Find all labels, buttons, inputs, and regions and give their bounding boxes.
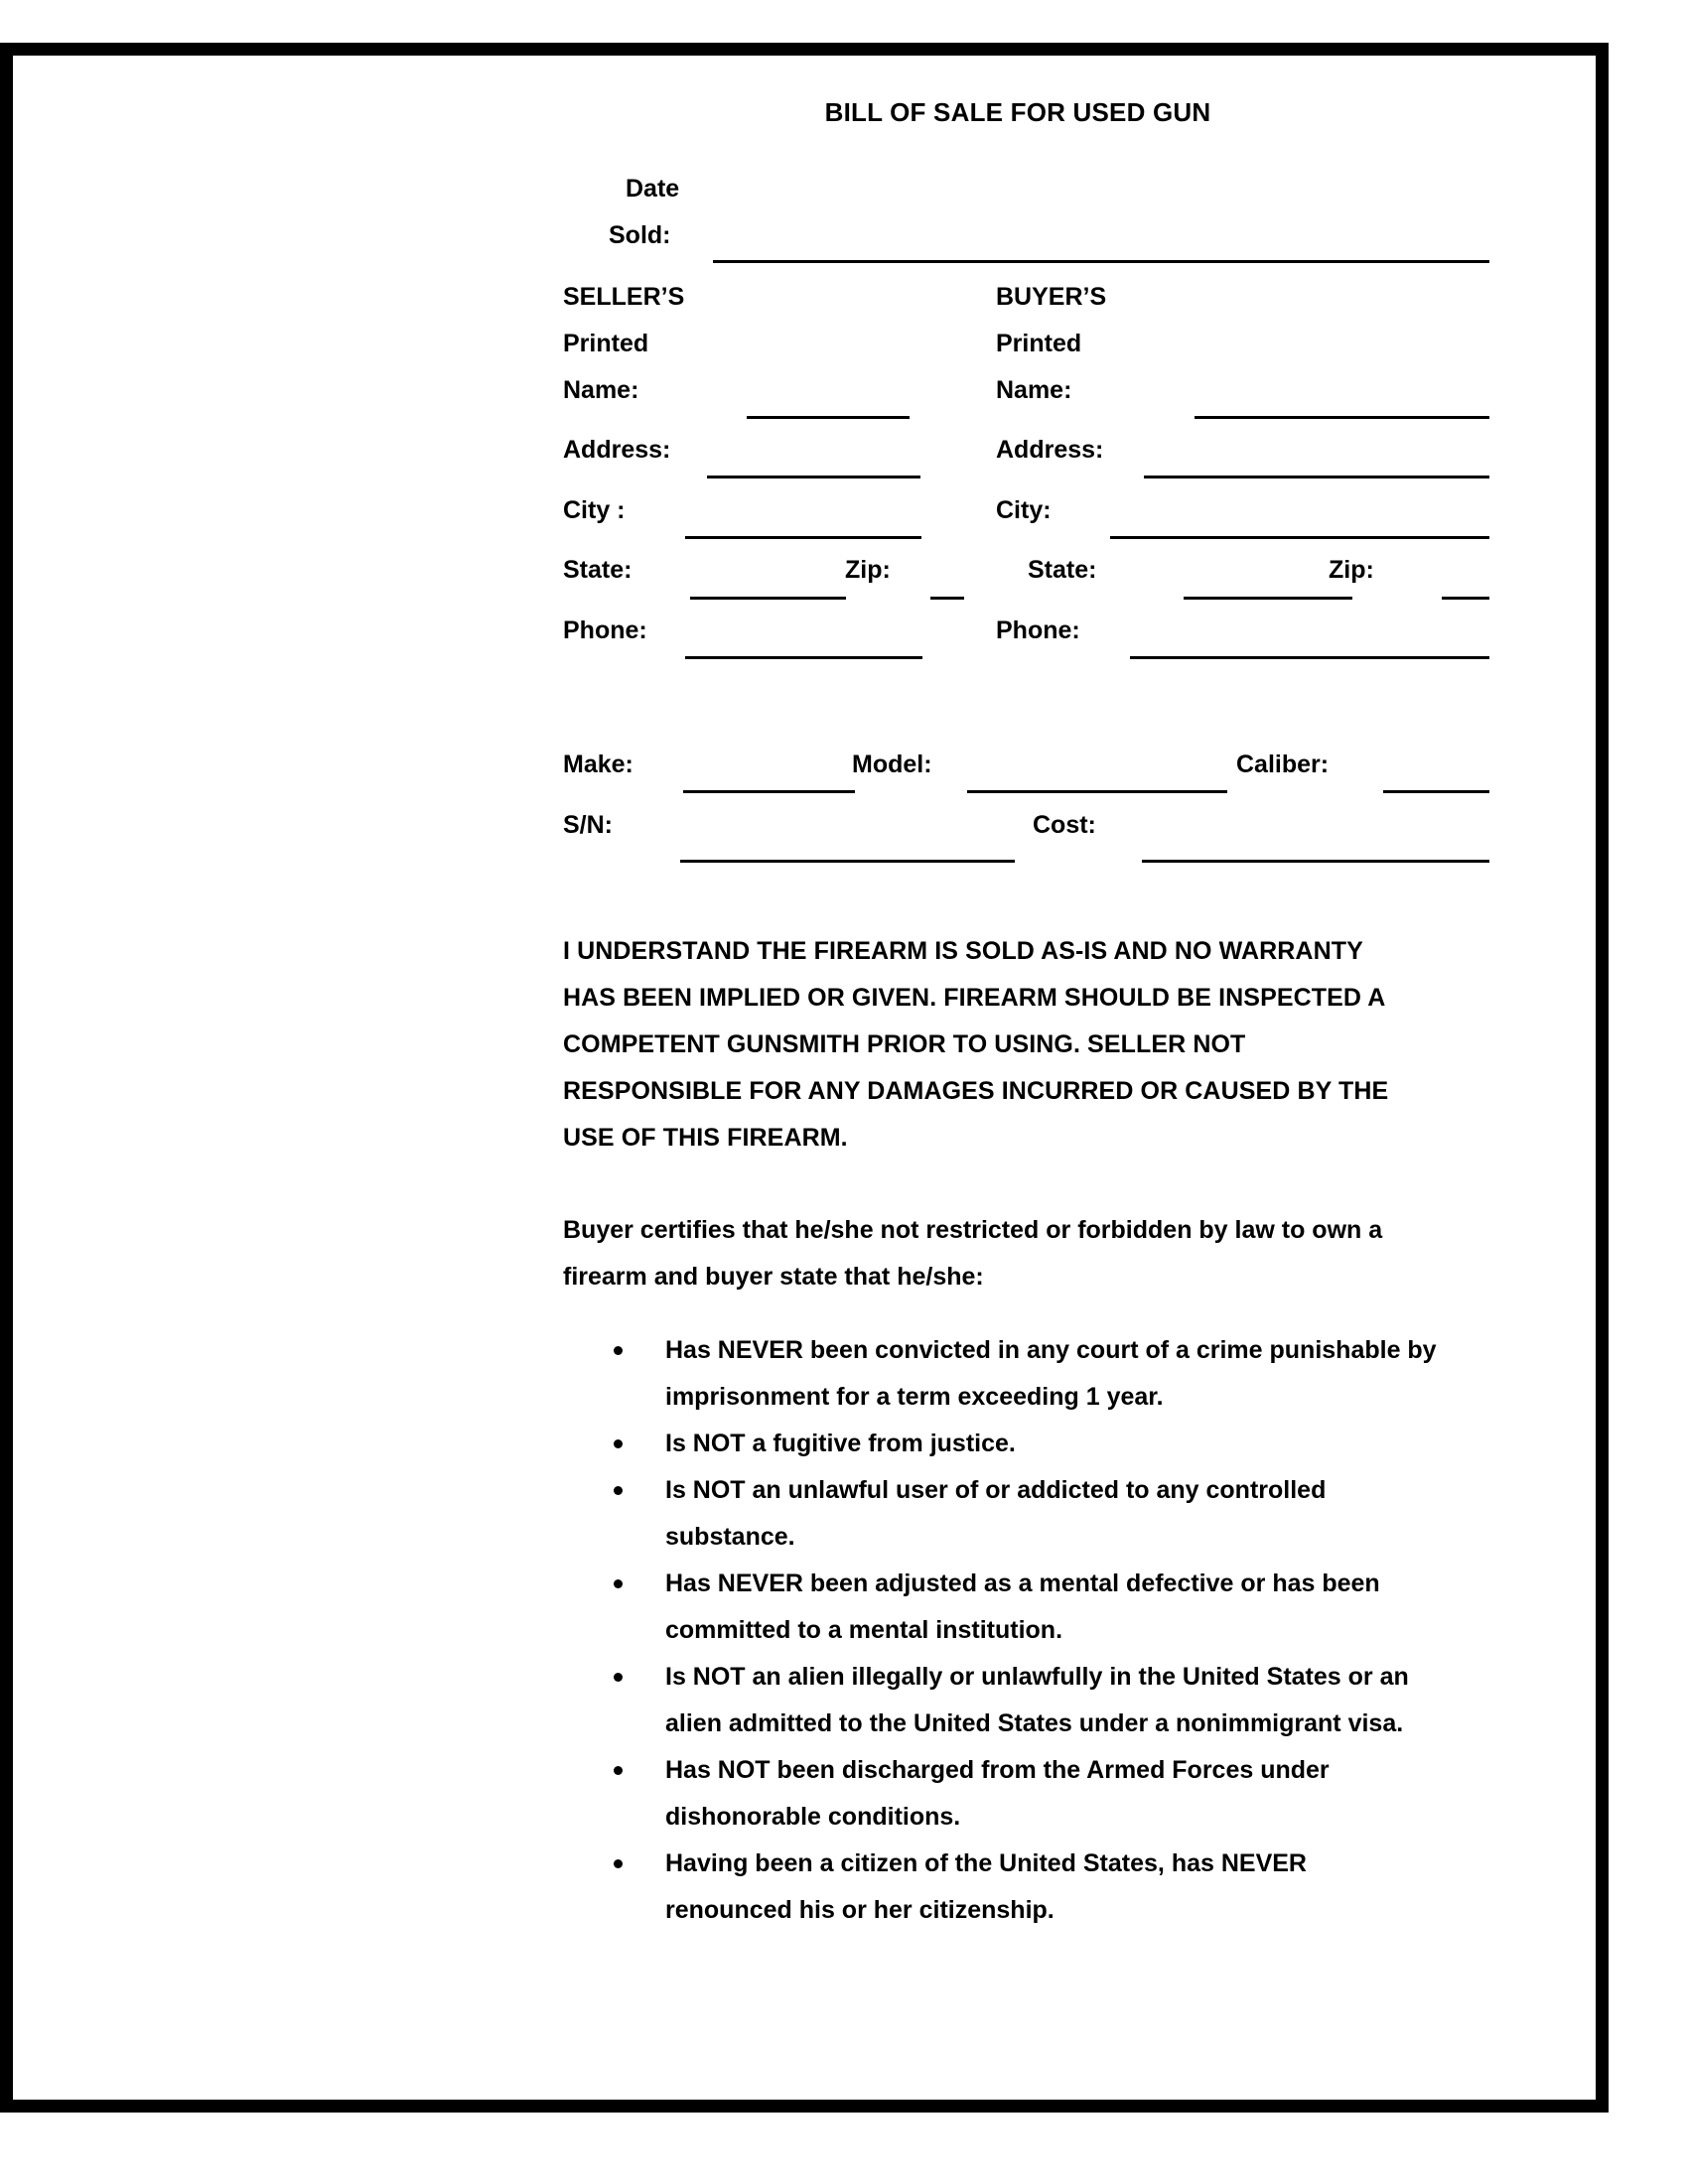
list-item <box>566 1654 1440 1747</box>
as-is-disclaimer-line: USE OF THIS FIREARM. <box>563 1124 848 1152</box>
seller-zip-input-line[interactable] <box>930 597 964 600</box>
list-item-label: Is NOT an alien illegally or unlawfully in the United States or an alien admitted to the United States under a nonimmigrant visa. <box>665 1663 1409 1737</box>
list-item-label: Having been a citizen of the United States, has NEVER renounced his or her citizenship. <box>665 1849 1307 1924</box>
buyer-heading-line1: BUYER’S <box>996 283 1107 311</box>
cost-label: Cost: <box>1033 811 1096 839</box>
bullet-icon <box>614 1673 623 1682</box>
buyer-certification-line: firearm and buyer state that he/she: <box>563 1263 984 1291</box>
buyer-certification-statement <box>563 1207 1496 1300</box>
bullet-icon <box>614 1346 623 1355</box>
list-item-label: Has NOT been discharged from the Armed Forces under dishonorable conditions. <box>665 1756 1330 1831</box>
bullet-icon <box>614 1486 623 1495</box>
seller-name-input-line[interactable] <box>747 416 910 419</box>
seller-state-input-line[interactable] <box>690 597 846 600</box>
as-is-disclaimer-line: HAS BEEN IMPLIED OR GIVEN. FIREARM SHOULD BE INSPECTED A <box>563 984 1386 1012</box>
buyer-state-input-line[interactable] <box>1184 597 1352 600</box>
seller-address-input-line[interactable] <box>707 476 920 478</box>
as-is-disclaimer-line: COMPETENT GUNSMITH PRIOR TO USING. SELLER NOT <box>563 1030 1246 1058</box>
list-item <box>566 1467 1440 1561</box>
buyer-address-label: Address: <box>996 436 1104 464</box>
seller-city-input-line[interactable] <box>685 536 921 539</box>
serial-number-input-line[interactable] <box>680 860 1015 863</box>
seller-address-label: Address: <box>563 436 671 464</box>
list-item-label: Has NEVER been adjusted as a mental defective or has been committed to a mental institution. <box>665 1570 1380 1644</box>
buyer-zip-input-line[interactable] <box>1442 597 1489 600</box>
model-input-line[interactable] <box>967 790 1227 793</box>
list-item <box>566 1421 1440 1467</box>
serial-number-label: S/N: <box>563 811 613 839</box>
buyer-phone-label: Phone: <box>996 616 1080 644</box>
buyer-name-label: Name: <box>996 376 1072 404</box>
seller-state-label: State: <box>563 556 633 584</box>
buyer-zip-label: Zip: <box>1329 556 1374 584</box>
bullet-icon <box>614 1439 623 1448</box>
buyer-state-label: State: <box>1028 556 1097 584</box>
buyer-certification-line: Buyer certifies that he/she not restricted or forbidden by law to own a <box>563 1216 1383 1244</box>
as-is-disclaimer <box>563 928 1496 1161</box>
list-item-label: Is NOT an unlawful user of or addicted to any controlled substance. <box>665 1476 1327 1551</box>
make-input-line[interactable] <box>683 790 855 793</box>
buyer-city-input-line[interactable] <box>1110 536 1489 539</box>
seller-heading-line1: SELLER’S <box>563 283 685 311</box>
date-sold-input-line[interactable] <box>713 260 1489 263</box>
caliber-input-line[interactable] <box>1383 790 1489 793</box>
seller-phone-label: Phone: <box>563 616 647 644</box>
list-item <box>566 1841 1440 1934</box>
list-item <box>566 1561 1440 1654</box>
caliber-label: Caliber: <box>1236 751 1330 778</box>
bullet-icon <box>614 1766 623 1775</box>
attestation-list <box>566 1327 1440 1934</box>
seller-city-label: City : <box>563 496 626 524</box>
make-label: Make: <box>563 751 633 778</box>
cost-input-line[interactable] <box>1142 860 1489 863</box>
date-sold-label-line1: Date <box>626 175 680 203</box>
as-is-disclaimer-line: RESPONSIBLE FOR ANY DAMAGES INCURRED OR CAUSED BY THE <box>563 1077 1389 1105</box>
buyer-address-input-line[interactable] <box>1144 476 1489 478</box>
list-item-label: Has NEVER been convicted in any court of a crime punishable by imprisonment for a term exceeding 1 year. <box>665 1336 1437 1411</box>
buyer-phone-input-line[interactable] <box>1130 656 1489 659</box>
list-item <box>566 1327 1440 1421</box>
as-is-disclaimer-line: I UNDERSTAND THE FIREARM IS SOLD AS-IS AND NO WARRANTY <box>563 937 1363 965</box>
page-title: BILL OF SALE FOR USED GUN <box>824 97 1211 127</box>
bullet-icon <box>614 1579 623 1588</box>
seller-name-label: Name: <box>563 376 639 404</box>
buyer-city-label: City: <box>996 496 1052 524</box>
model-label: Model: <box>852 751 932 778</box>
seller-zip-label: Zip: <box>845 556 891 584</box>
seller-phone-input-line[interactable] <box>685 656 922 659</box>
buyer-heading-line2: Printed <box>996 330 1082 357</box>
list-item <box>566 1747 1440 1841</box>
seller-heading-line2: Printed <box>563 330 649 357</box>
list-item-label: Is NOT a fugitive from justice. <box>665 1430 1016 1457</box>
bullet-icon <box>614 1859 623 1868</box>
buyer-name-input-line[interactable] <box>1195 416 1489 419</box>
date-sold-label-line2: Sold: <box>609 221 671 249</box>
